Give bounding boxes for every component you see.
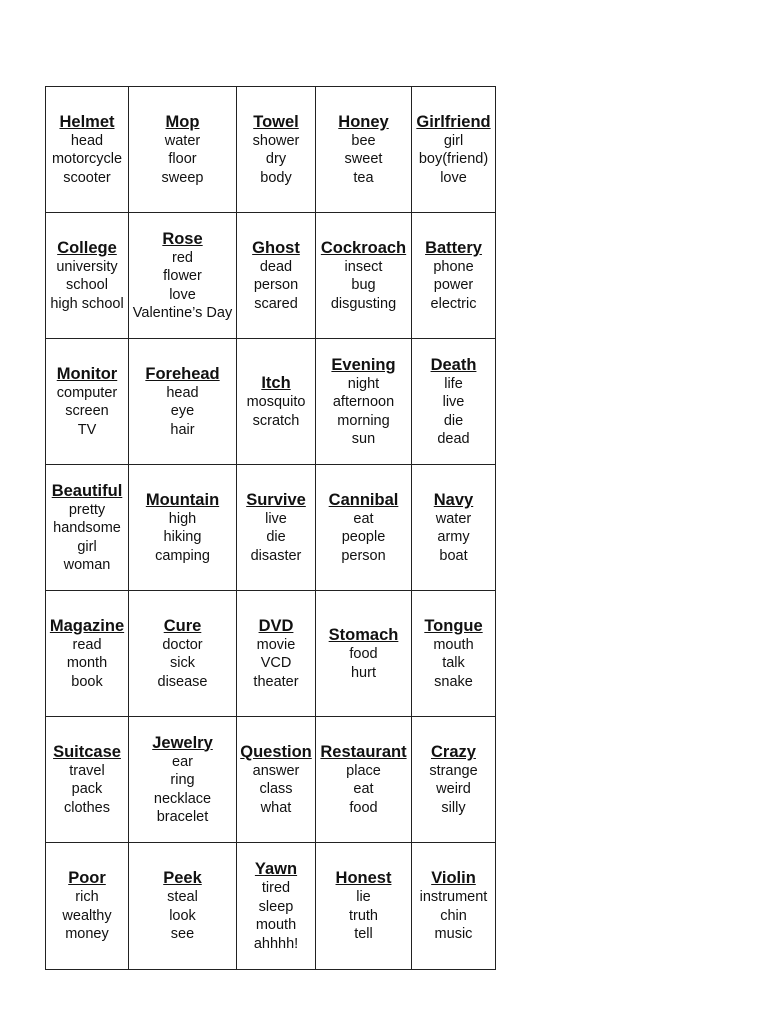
card-hint-list	[253, 762, 300, 818]
card-hint-word: truth	[348, 907, 378, 924]
card-hint-word: money	[65, 926, 109, 943]
card-hint-word: shower	[252, 132, 300, 149]
card-target-word: Survive	[246, 490, 306, 509]
card-hint-word: ear	[172, 753, 193, 770]
card-hint-word: sleep	[258, 898, 294, 915]
word-card	[237, 717, 316, 843]
card-hint-word: pack	[71, 781, 103, 798]
card-hint-word: dry	[265, 151, 287, 168]
word-card	[412, 87, 495, 213]
card-target-word: Tongue	[424, 616, 483, 635]
card-hint-word: sick	[170, 655, 195, 672]
card-hint-list	[154, 753, 211, 827]
word-card	[316, 339, 412, 465]
card-hint-word: army	[437, 529, 470, 546]
card-hint-word: afternoon	[332, 394, 395, 410]
card-hint-word: motorcycle	[51, 151, 123, 168]
word-card	[412, 591, 495, 717]
word-card	[316, 213, 412, 339]
card-hint-word: life	[444, 375, 463, 392]
card-hint-word: TV	[77, 421, 97, 438]
card-hint-word: computer	[56, 384, 118, 401]
card-hint-word: food	[349, 799, 378, 816]
card-hint-word: strange	[429, 762, 478, 779]
card-hint-list	[247, 393, 306, 430]
word-card	[412, 213, 495, 339]
card-hint-list	[254, 258, 298, 314]
card-hint-list	[50, 258, 123, 314]
card-target-word: Stomach	[328, 626, 399, 644]
card-hint-word: person	[341, 547, 386, 564]
card-hint-word: hair	[170, 421, 195, 438]
card-hint-word: what	[260, 799, 292, 816]
card-hint-word: silly	[441, 799, 466, 816]
word-card	[129, 591, 237, 717]
word-card	[46, 87, 129, 213]
word-card	[129, 843, 237, 969]
card-target-word: Yawn	[254, 860, 298, 878]
card-hint-word: tea	[353, 169, 374, 186]
card-hint-list	[57, 384, 117, 440]
card-hint-list	[158, 636, 208, 692]
card-hint-word: girl	[443, 132, 464, 149]
card-hint-word: instrument	[419, 889, 488, 906]
card-target-word: Mountain	[145, 490, 220, 509]
word-card	[129, 339, 237, 465]
card-hint-word: wealthy	[62, 907, 112, 924]
card-target-word: Girlfriend	[416, 112, 491, 131]
word-card	[46, 339, 129, 465]
card-hint-list	[436, 510, 471, 566]
card-hint-word: morning	[337, 412, 390, 429]
card-hint-list	[433, 636, 473, 692]
card-target-word: Peek	[163, 869, 202, 888]
card-hint-word: sun	[351, 431, 376, 447]
card-hint-list	[253, 132, 300, 188]
card-hint-word: chin	[440, 907, 467, 924]
card-hint-word: screen	[65, 403, 109, 420]
card-target-word: Poor	[68, 869, 106, 888]
card-hint-list	[251, 510, 302, 566]
card-hint-word: water	[435, 510, 472, 527]
card-hint-word: sweet	[344, 151, 383, 168]
card-hint-list	[333, 375, 394, 449]
card-hint-word: talk	[442, 655, 465, 672]
card-hint-word: phone	[433, 258, 474, 275]
card-hint-list	[331, 258, 396, 314]
card-hint-word: weird	[436, 781, 471, 798]
card-target-word: Navy	[433, 490, 474, 509]
card-hint-list	[349, 645, 377, 682]
card-hint-list	[167, 888, 198, 944]
card-target-word: Violin	[431, 869, 476, 888]
card-hint-word: die	[443, 412, 464, 429]
card-hint-word: dead	[437, 431, 470, 447]
card-hint-word: head	[166, 384, 199, 401]
card-hint-word: love	[169, 286, 196, 303]
card-hint-word: bee	[351, 132, 376, 149]
word-card	[316, 843, 412, 969]
card-hint-list	[346, 762, 381, 818]
card-hint-list	[133, 249, 232, 323]
card-hint-word: movie	[256, 636, 296, 653]
card-target-word: College	[57, 238, 117, 257]
card-hint-word: Valentine’s Day	[132, 305, 233, 321]
card-hint-word: high school	[50, 295, 124, 312]
card-hint-word: insect	[344, 258, 383, 275]
card-hint-word: place	[346, 762, 381, 779]
card-hint-word: sweep	[161, 169, 204, 186]
card-hint-word: flower	[163, 268, 202, 284]
card-hint-word: disease	[157, 673, 208, 690]
card-target-word: Jewelry	[152, 733, 213, 752]
card-target-word: Cannibal	[328, 490, 399, 509]
taboo-card-grid	[45, 86, 496, 970]
card-hint-word: bracelet	[156, 809, 209, 825]
word-card	[237, 843, 316, 969]
card-target-word: Evening	[331, 355, 396, 374]
card-hint-list	[431, 258, 477, 314]
word-card	[46, 591, 129, 717]
card-target-word: Forehead	[145, 364, 220, 383]
word-card	[412, 339, 495, 465]
card-hint-word: hurt	[350, 664, 376, 681]
card-hint-word: people	[341, 529, 386, 546]
card-hint-word: ahhhh!	[253, 935, 299, 952]
card-hint-word: scooter	[63, 169, 111, 186]
card-target-word: Mop	[165, 112, 200, 131]
card-target-word: Battery	[425, 238, 482, 257]
card-hint-list	[254, 879, 298, 953]
card-target-word: Ghost	[252, 238, 300, 257]
card-hint-word: live	[265, 510, 287, 527]
card-hint-word: book	[71, 673, 103, 690]
card-hint-word: necklace	[153, 790, 212, 807]
card-hint-word: electric	[430, 295, 477, 312]
card-hint-word: high	[168, 510, 197, 527]
card-target-word: Beautiful	[51, 481, 123, 500]
word-card	[237, 87, 316, 213]
card-hint-word: school	[66, 277, 108, 294]
card-target-word: DVD	[258, 616, 294, 635]
card-hint-word: travel	[69, 762, 105, 779]
card-hint-word: live	[442, 394, 465, 410]
card-hint-word: night	[347, 375, 380, 392]
card-hint-word: water	[164, 132, 201, 149]
card-target-word: Crazy	[431, 742, 476, 761]
card-hint-word: tired	[261, 880, 291, 896]
card-target-word: Honest	[335, 869, 392, 888]
word-card	[412, 717, 495, 843]
word-card	[316, 87, 412, 213]
card-hint-word: red	[172, 249, 193, 266]
word-card	[316, 465, 412, 591]
word-card	[412, 843, 495, 969]
card-hint-word: scared	[254, 295, 298, 312]
card-hint-word: disaster	[250, 547, 302, 564]
card-hint-word: mouth	[255, 917, 297, 933]
card-hint-word: read	[72, 636, 102, 653]
word-card	[129, 465, 237, 591]
card-hint-list	[437, 375, 469, 449]
card-hint-list	[53, 501, 121, 575]
card-hint-word: tell	[354, 926, 373, 943]
card-hint-word: boat	[439, 547, 468, 564]
word-card	[46, 213, 129, 339]
card-hint-word: look	[169, 907, 196, 924]
card-hint-word: university	[56, 258, 118, 275]
card-hint-word: body	[260, 169, 292, 186]
card-hint-list	[155, 510, 210, 566]
word-card	[237, 339, 316, 465]
card-hint-word: lie	[356, 889, 371, 906]
card-hint-word: floor	[168, 151, 197, 168]
card-hint-list	[253, 636, 298, 692]
card-target-word: Itch	[261, 374, 291, 392]
card-hint-word: answer	[252, 762, 300, 779]
word-card	[129, 213, 237, 339]
card-target-word: Death	[430, 355, 477, 374]
card-hint-word: girl	[77, 538, 97, 555]
card-hint-word: pretty	[68, 501, 106, 518]
card-hint-word: scratch	[252, 412, 300, 429]
word-card	[129, 717, 237, 843]
card-hint-word: VCD	[260, 655, 292, 672]
card-hint-word: steal	[167, 889, 198, 906]
card-hint-list	[52, 132, 122, 188]
card-hint-list	[162, 132, 204, 188]
card-hint-word: bug	[351, 277, 376, 294]
card-hint-word: handsome	[53, 520, 121, 536]
card-target-word: Monitor	[56, 364, 118, 383]
card-hint-word: month	[66, 655, 108, 672]
card-hint-word: ring	[170, 772, 195, 788]
card-hint-list	[419, 132, 488, 188]
card-hint-word: clothes	[64, 799, 110, 816]
card-target-word: Rose	[162, 229, 203, 248]
card-hint-list	[345, 132, 383, 188]
card-target-word: Restaurant	[320, 742, 407, 761]
card-hint-word: dead	[259, 258, 293, 275]
card-hint-word: mouth	[433, 636, 474, 653]
card-hint-word: food	[349, 646, 378, 662]
word-card	[237, 591, 316, 717]
card-target-word: Suitcase	[53, 742, 121, 761]
card-hint-word: power	[433, 277, 474, 294]
card-hint-word: love	[440, 169, 467, 186]
card-target-word: Honey	[338, 112, 389, 131]
card-target-word: Cure	[163, 616, 202, 635]
card-hint-list	[64, 762, 110, 818]
card-hint-word: doctor	[162, 636, 203, 653]
card-hint-list	[349, 888, 378, 944]
card-target-word: Magazine	[49, 616, 125, 635]
card-hint-word: person	[253, 277, 299, 294]
word-card	[46, 717, 129, 843]
card-hint-word: camping	[155, 547, 210, 564]
card-hint-word: eat	[353, 781, 374, 798]
card-hint-word: disgusting	[330, 295, 397, 312]
word-card	[316, 591, 412, 717]
card-hint-list	[67, 636, 107, 692]
card-hint-list	[62, 888, 111, 944]
word-card	[237, 465, 316, 591]
word-card	[237, 213, 316, 339]
card-hint-list	[341, 510, 385, 566]
card-hint-word: theater	[253, 673, 299, 690]
word-card	[46, 465, 129, 591]
card-hint-word: class	[259, 781, 293, 798]
card-hint-word: head	[70, 132, 104, 149]
card-hint-list	[420, 888, 488, 944]
card-hint-word: music	[434, 926, 473, 943]
card-hint-word: mosquito	[246, 394, 306, 410]
card-hint-word: die	[266, 529, 286, 546]
card-hint-word: see	[170, 926, 195, 943]
word-card	[412, 465, 495, 591]
card-target-word: Cockroach	[320, 238, 407, 257]
word-card	[316, 717, 412, 843]
card-hint-list	[429, 762, 477, 818]
card-target-word: Towel	[253, 112, 299, 131]
card-hint-word: hiking	[163, 529, 202, 546]
card-hint-word: woman	[63, 557, 111, 573]
card-hint-word: eat	[353, 510, 374, 527]
word-card	[129, 87, 237, 213]
word-card	[46, 843, 129, 969]
card-hint-word: rich	[75, 889, 99, 906]
card-target-word: Question	[240, 742, 312, 761]
card-hint-word: boy(friend)	[418, 151, 489, 168]
card-target-word: Helmet	[59, 112, 115, 131]
card-hint-list	[166, 384, 198, 440]
card-hint-word: snake	[434, 673, 473, 690]
card-hint-word: eye	[170, 403, 195, 420]
